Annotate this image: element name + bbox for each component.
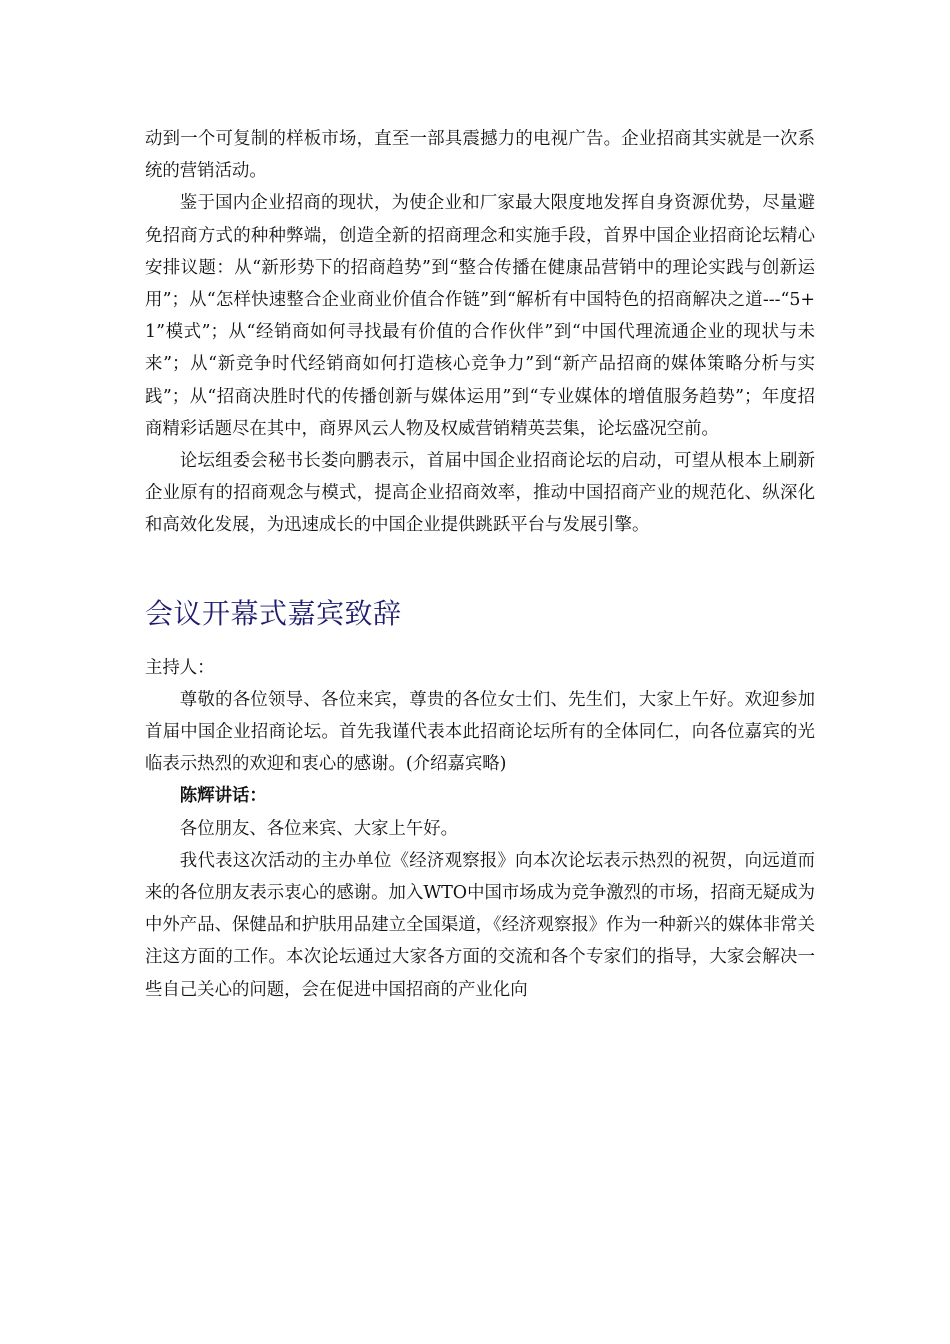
document-page xyxy=(145,123,815,1006)
intro-paragraph-1: 动到一个可复制的样板市场，直至一部具震撼力的电视广告。企业招商其实就是一次系统的营销活动。 xyxy=(145,129,815,182)
section-heading: 会议开幕式嘉宾致辞 xyxy=(145,596,402,630)
host-paragraph: 尊敬的各位领导、各位来宾，尊贵的各位女士们、先生们，大家上午好。欢迎参加首届中国企业招商论坛。首先我谨代表本此招商论坛所有的全体同仁，向各位嘉宾的光临表示热烈的欢迎和衷心的感谢。(介绍嘉宾略) xyxy=(145,689,815,775)
intro-paragraph-3: 论坛组委会秘书长娄向鹏表示，首届中国企业招商论坛的启动，可望从根本上刷新企业原有的招商观念与模式，提高企业招商效率，推动中国招商产业的规范化、纵深化和高效化发展，为迅速成长的中国企业提供跳跃平台与发展引擎。 xyxy=(145,451,815,536)
speaker-paragraph-2: 我代表这次活动的主办单位《经济观察报》向本次论坛表示热烈的祝贺，向远道而来的各位朋友表示衷心的感谢。加入WTO中国市场成为竞争激烈的市场，招商无疑成为中外产品、保健品和护肤用品建立全国渠道，《经济观察报》作为一种新兴的媒体非常关注这方面的工作。本次论坛通过大家各方面的交流和各个专家们的指导，大家会解决一些自己关心的问题，会在促进中国招商的产业化向 xyxy=(145,850,815,1000)
intro-paragraph-2: 鉴于国内企业招商的现状，为使企业和厂家最大限度地发挥自身资源优势，尽量避免招商方式的种种弊端，创造全新的招商理念和实施手段，首界中国企业招商论坛精心安排议题：从“新形势下的招商趋势”到“整合传播在健康品营销中的理论实践与创新运用”；从“怎样快速整合企业商业价值合作链”到“解析有中国特色的招商解决之道---“5+1”模式”；从“经销商如何寻找最有价值的合作伙伴”到“中国代理流通企业的现状与未来”；从“新竞争时代经销商如何打造核心竞争力”到“新产品招商的媒体策略分析与实践”；从“招商决胜时代的传播创新与媒体运用”到“专业媒体的增值服务趋势”；年度招商精彩话题尽在其中，商界风云人物及权威营销精英芸集，论坛盛况空前。 xyxy=(145,193,815,439)
host-label: 主持人： xyxy=(145,657,215,678)
speaker-paragraph-1: 各位朋友、各位来宾、大家上午好。 xyxy=(179,818,459,839)
speaker-label: 陈辉讲话： xyxy=(179,786,267,807)
